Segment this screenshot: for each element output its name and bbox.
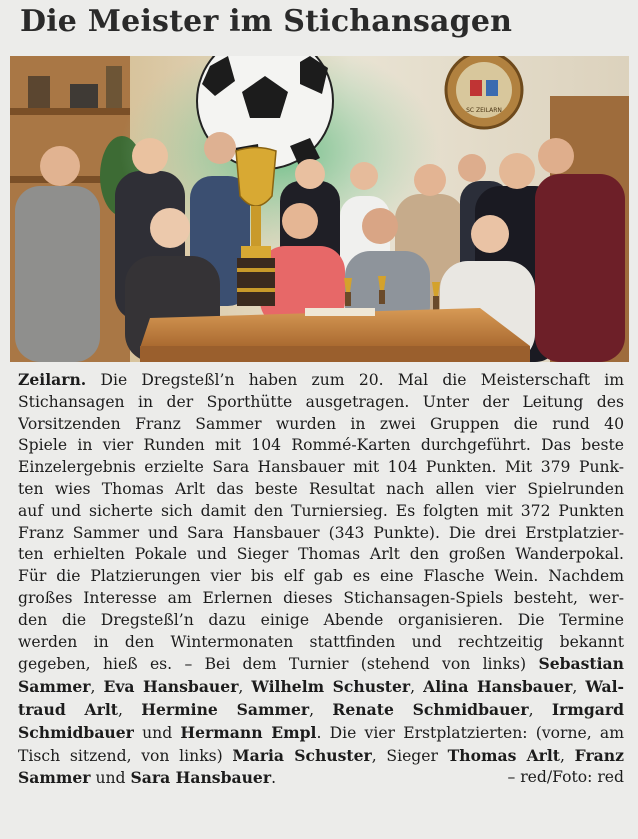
person-name: Eva Hansbauer xyxy=(103,677,239,697)
article-text: . Die vier Erstplatzierten: (vorne, am xyxy=(316,723,624,742)
person-name: Sammer xyxy=(18,768,91,788)
emblem-text: SC ZEILARN xyxy=(466,107,502,114)
article-text: Die Dregsteßl’n haben zum 20. Mal die Meisterschaft im xyxy=(86,371,624,389)
article-line: den die Dregsteßl’n dazu einige Abende organisieren. Die Termine xyxy=(18,610,624,629)
article-line: werden in den Wintermonaten stattfinden und rechtzeitig bekannt xyxy=(18,632,624,651)
person-name: Irmgard xyxy=(551,699,624,719)
person-name: Thomas Arlt xyxy=(447,745,561,765)
article-line: Einzelergebnis erzielte Sara Hansbauer mit 104 Punkten. Mit 379 Punk- xyxy=(18,458,624,477)
article-line: ten wies Thomas Arlt das beste Resultat nach allen vier Spielrunden xyxy=(18,479,624,498)
separator: , xyxy=(572,678,586,697)
separator: , xyxy=(528,700,552,719)
person-name: Sebastian xyxy=(538,654,624,674)
person-name: Maria Schuster xyxy=(232,745,372,765)
separator: , xyxy=(118,700,142,719)
article-line: Franz Sammer und Sara Hansbauer (343 Punkte). Die drei Erstplatzier- xyxy=(18,523,624,542)
person-name: Franz xyxy=(574,745,624,765)
article-text: Tisch sitzend, von links) xyxy=(18,746,233,765)
photo-credit: – red/Foto: red xyxy=(507,768,624,787)
article-line: Für die Platzierungen vier bis elf gab es eine Flasche Wein. Nachdem xyxy=(18,567,624,586)
article-line: Stichansagen in der Sporthütte ausgetragen. Unter der Leitung des xyxy=(18,392,624,411)
photo-illustration xyxy=(10,56,629,362)
article-line xyxy=(18,722,624,745)
person-name: Sara Hansbauer xyxy=(130,768,272,788)
person-name: Schmidbauer xyxy=(18,722,134,742)
separator: , xyxy=(309,700,333,719)
article-line xyxy=(18,767,624,790)
article-line xyxy=(18,369,624,392)
person-name: traud Arlt xyxy=(18,699,118,719)
dateline: Zeilarn. xyxy=(18,370,87,389)
separator: , xyxy=(560,746,575,765)
person-name: Sammer xyxy=(18,677,91,697)
separator: , xyxy=(410,678,424,697)
person-name: Hermine Sammer xyxy=(141,699,310,719)
headline: Die Meister im Stichansagen xyxy=(20,4,513,39)
group-photo xyxy=(10,56,629,362)
article-line: Spiele in vier Runden mit 104 Rommé-Karten durchgeführt. Das beste xyxy=(18,436,624,455)
article-line: ten erhielten Pokale und Sieger Thomas Arlt den großen Wanderpokal. xyxy=(18,545,624,564)
separator: . xyxy=(271,769,277,788)
article-line: großes Interesse am Erlernen dieses Stichansagen-Spiels besteht, wer- xyxy=(18,588,624,607)
article-line: auf und sicherte sich damit den Turniersieg. Es folgten mit 372 Punkten xyxy=(18,501,624,520)
separator: und xyxy=(90,769,131,788)
article-line xyxy=(18,699,624,722)
person-name: Renate Schmidbauer xyxy=(332,699,529,719)
article-body xyxy=(18,369,624,790)
person-name: Wilhelm Schuster xyxy=(251,677,411,697)
separator: und xyxy=(133,723,181,742)
article-line: Vorsitzenden Franz Sammer wurden in zwei Gruppen die rund 40 xyxy=(18,414,624,433)
person-name: Wal- xyxy=(585,677,624,697)
person-name: Hermann Empl xyxy=(180,722,317,742)
article-text: gegeben, hieß es. – Bei dem Turnier (stehend von links) xyxy=(18,655,539,674)
article-line xyxy=(18,653,624,676)
separator: , xyxy=(90,678,104,697)
article-line xyxy=(18,676,624,699)
separator: , xyxy=(238,678,252,697)
article-text: , Sieger xyxy=(371,746,448,765)
person-name: Alina Hansbauer xyxy=(423,677,573,697)
article-line xyxy=(18,745,624,768)
